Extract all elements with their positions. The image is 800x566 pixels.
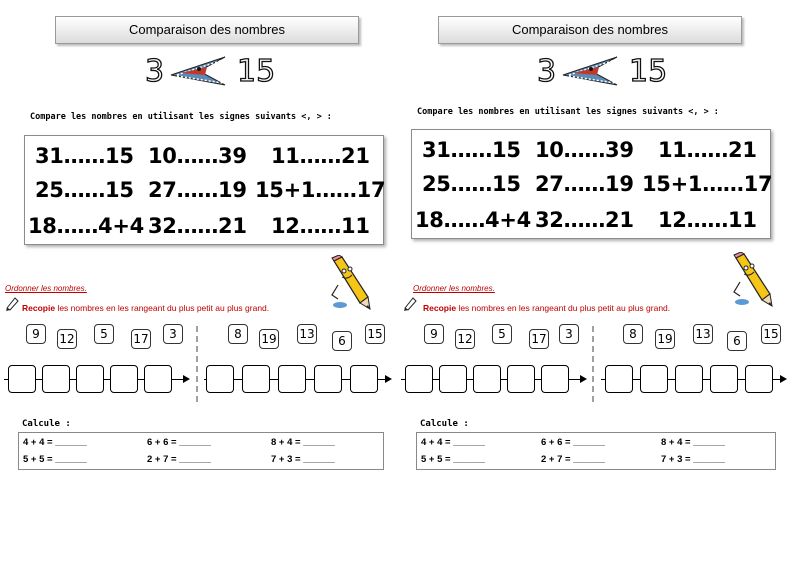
number-card: 9: [424, 324, 444, 344]
answer-slot[interactable]: [110, 365, 138, 393]
dashed-divider: [196, 326, 198, 402]
number-card: 19: [655, 329, 675, 349]
number-card: 3: [163, 324, 183, 344]
number-card: 17: [131, 329, 151, 349]
comparison-item: 15+1……17: [642, 172, 773, 196]
sheet-title: Comparaison des nombres: [55, 16, 359, 44]
answer-slot[interactable]: [42, 365, 70, 393]
example-right-number: 15: [629, 54, 668, 89]
comparison-item: 31……15: [35, 144, 134, 168]
answer-slot[interactable]: [675, 365, 703, 393]
order-title: Ordonner les nombres.: [5, 284, 87, 293]
calc-item[interactable]: 2 + 7 = ______: [147, 454, 211, 465]
answer-slot[interactable]: [8, 365, 36, 393]
answer-slot[interactable]: [439, 365, 467, 393]
calc-box: [18, 432, 384, 470]
comparison-item: 12……11: [658, 208, 757, 232]
recopie-text: les nombres en les rangeant du plus petit au plus grand.: [55, 303, 270, 313]
recopie-text: les nombres en les rangeant du plus petit au plus grand.: [456, 303, 671, 313]
number-card: 19: [259, 329, 279, 349]
comparison-item: 11……21: [271, 144, 370, 168]
calc-item[interactable]: 4 + 4 = ______: [421, 437, 485, 448]
comparison-item: 25……15: [35, 178, 134, 202]
calc-item[interactable]: 6 + 6 = ______: [147, 437, 211, 448]
comparison-example: [145, 52, 275, 92]
pencil-icon: [5, 296, 19, 312]
answer-slot[interactable]: [640, 365, 668, 393]
comparison-item: 32……21: [148, 214, 247, 238]
comparison-item: 12……11: [271, 214, 370, 238]
comparison-item: 15+1……17: [255, 178, 386, 202]
comparison-item: 32……21: [535, 208, 634, 232]
comparison-box: [24, 135, 384, 245]
number-card: 9: [26, 324, 46, 344]
recopie-bold: Recopie: [423, 303, 457, 313]
answer-slot[interactable]: [278, 365, 306, 393]
calc-label: Calcule :: [22, 419, 71, 429]
crocodile-icon: [561, 55, 621, 89]
number-card: 6: [332, 331, 352, 351]
calc-item[interactable]: 5 + 5 = ______: [23, 454, 87, 465]
answer-slot[interactable]: [144, 365, 172, 393]
number-card: 17: [529, 329, 549, 349]
calc-item[interactable]: 2 + 7 = ______: [541, 454, 605, 465]
example-right-number: 15: [237, 54, 276, 89]
order-title: Ordonner les nombres.: [413, 284, 495, 293]
number-card: 8: [623, 324, 643, 344]
recopie-instruction: [22, 303, 269, 313]
comparison-item: 18……4+4: [415, 208, 531, 232]
number-card: 13: [693, 324, 713, 344]
number-card: 12: [57, 329, 77, 349]
comparison-item: 18……4+4: [28, 214, 144, 238]
comparison-example: [537, 52, 667, 92]
number-card: 13: [297, 324, 317, 344]
comparison-box: [411, 129, 771, 239]
answer-slot[interactable]: [605, 365, 633, 393]
comparison-item: 10……39: [535, 138, 634, 162]
answer-slot[interactable]: [710, 365, 738, 393]
pencil-mascot-icon: [328, 255, 374, 311]
calc-box: [416, 432, 776, 470]
comparison-item: 31……15: [422, 138, 521, 162]
number-card: 3: [559, 324, 579, 344]
calc-item[interactable]: 5 + 5 = ______: [421, 454, 485, 465]
comparison-item: 25……15: [422, 172, 521, 196]
comparison-item: 27……19: [535, 172, 634, 196]
crocodile-icon: [169, 55, 229, 89]
number-card: 5: [94, 324, 114, 344]
example-left-number: 3: [145, 54, 165, 89]
example-left-number: 3: [537, 54, 557, 89]
number-card: 15: [761, 324, 781, 344]
comparison-item: 27……19: [148, 178, 247, 202]
dashed-divider: [592, 326, 594, 402]
answer-slot[interactable]: [541, 365, 569, 393]
number-card: 12: [455, 329, 475, 349]
compare-instruction: Compare les nombres en utilisant les signes suivants <, > :: [30, 112, 332, 122]
answer-slot[interactable]: [76, 365, 104, 393]
answer-slot[interactable]: [473, 365, 501, 393]
calc-label: Calcule :: [420, 419, 469, 429]
number-card: 8: [228, 324, 248, 344]
answer-slot[interactable]: [242, 365, 270, 393]
calc-item[interactable]: 6 + 6 = ______: [541, 437, 605, 448]
answer-slot[interactable]: [350, 365, 378, 393]
compare-instruction: Compare les nombres en utilisant les signes suivants <, > :: [417, 107, 719, 117]
answer-slot[interactable]: [507, 365, 535, 393]
comparison-item: 10……39: [148, 144, 247, 168]
answer-slot[interactable]: [405, 365, 433, 393]
calc-item[interactable]: 8 + 4 = ______: [271, 437, 335, 448]
calc-item[interactable]: 7 + 3 = ______: [271, 454, 335, 465]
answer-slot[interactable]: [314, 365, 342, 393]
number-card: 6: [727, 331, 747, 351]
worksheet-right: [397, 0, 797, 566]
number-card: 15: [365, 324, 385, 344]
number-card: 5: [492, 324, 512, 344]
sheet-title: Comparaison des nombres: [438, 16, 742, 44]
pencil-icon: [403, 296, 417, 312]
comparison-item: 11……21: [658, 138, 757, 162]
answer-slot[interactable]: [745, 365, 773, 393]
pencil-mascot-icon: [730, 252, 776, 308]
calc-item[interactable]: 8 + 4 = ______: [661, 437, 725, 448]
recopie-instruction: [423, 303, 670, 313]
calc-item[interactable]: 7 + 3 = ______: [661, 454, 725, 465]
calc-item[interactable]: 4 + 4 = ______: [23, 437, 87, 448]
recopie-bold: Recopie: [22, 303, 56, 313]
answer-slot[interactable]: [206, 365, 234, 393]
